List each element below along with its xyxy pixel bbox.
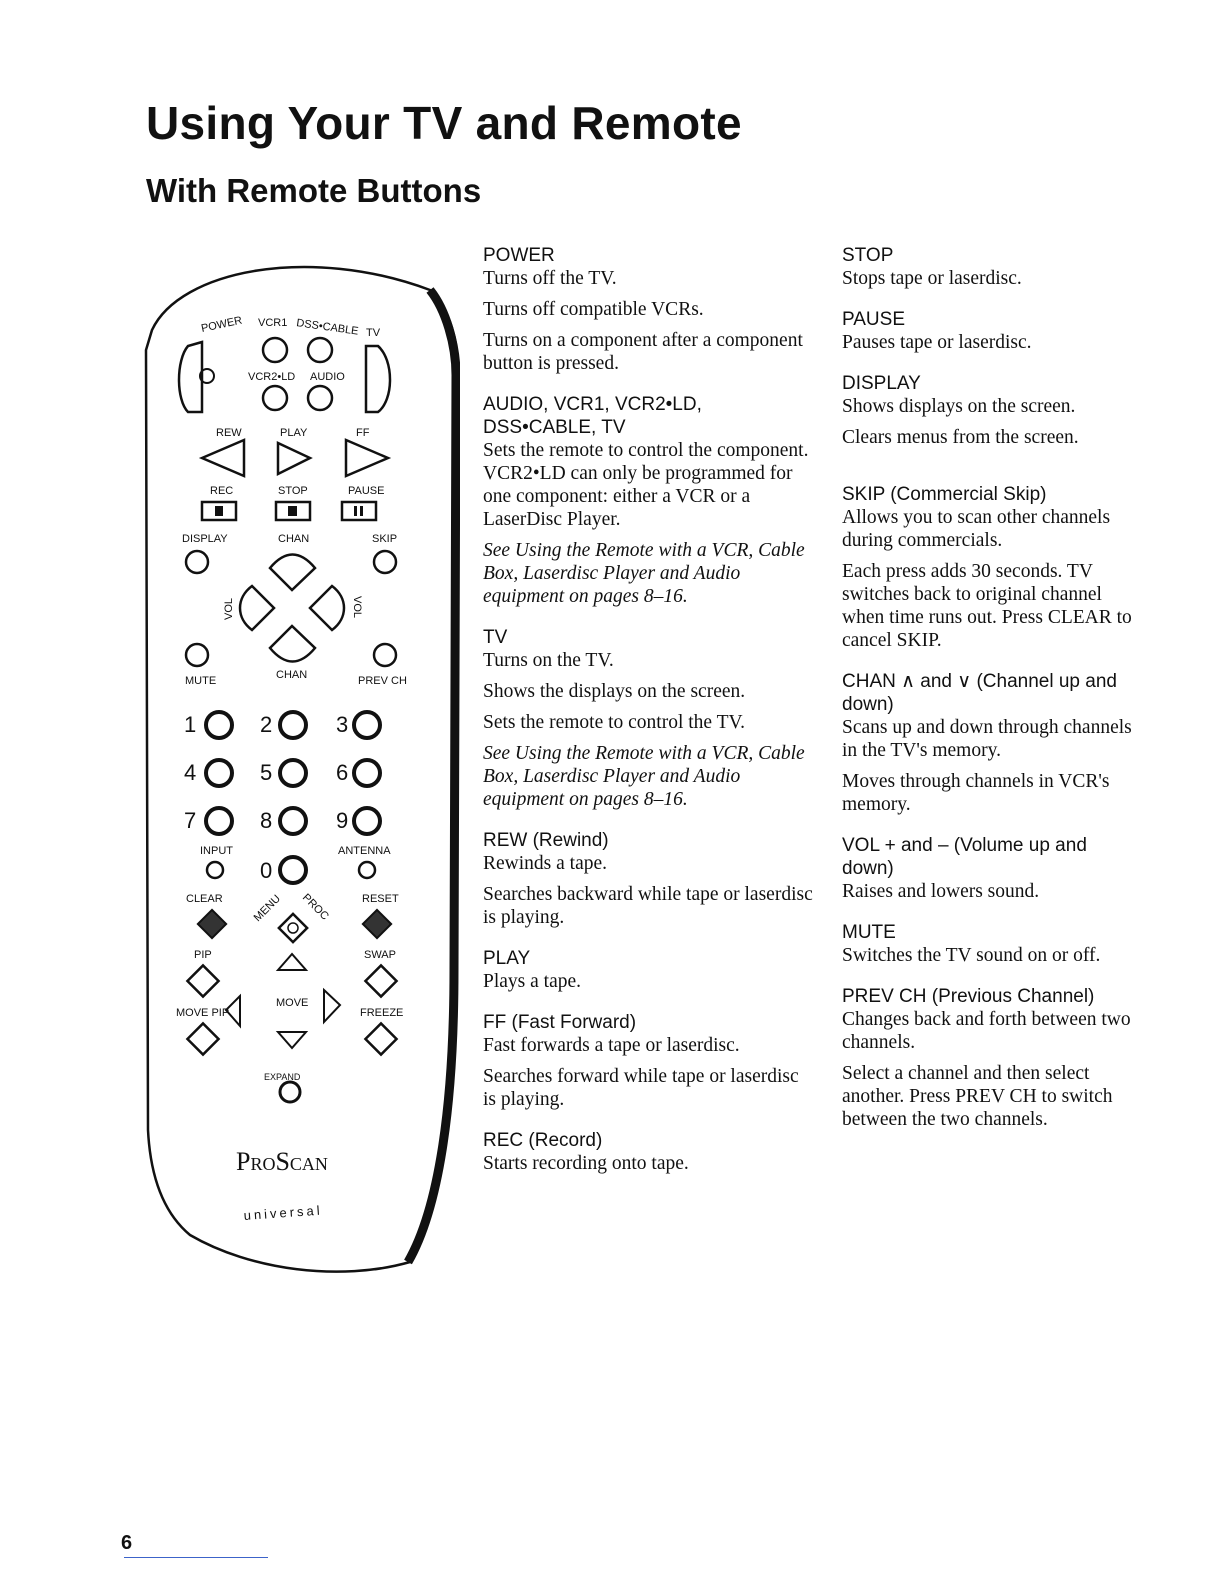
- reset-label: RESET: [362, 893, 399, 905]
- para: Turns off the TV.: [483, 268, 617, 289]
- heading-chan: CHAN ∧ and ∨ (Channel up and down): [842, 671, 1117, 715]
- heading-play: PLAY: [483, 948, 531, 969]
- digit-2-label: 2: [260, 712, 273, 737]
- entry-stop: [842, 244, 1142, 290]
- para-reference: See Using the Remote with a VCR, Cable Box, Laserdisc Player and Audio equipment on pages 8–16.: [483, 540, 805, 607]
- prev-ch-label: PREV CH: [358, 675, 407, 687]
- para: Sets the remote to control the component. VCR2•LD can only be programmed for one component: either a VCR or a LaserDisc Player.: [483, 440, 809, 530]
- digit-8-label: 8: [260, 808, 273, 833]
- chan-bottom-label: CHAN: [276, 669, 308, 681]
- entry-ff: [483, 1011, 813, 1111]
- descriptions-right-column: [842, 244, 1142, 1149]
- digit-7-label: 7: [184, 808, 197, 833]
- entry-prev-ch: [842, 985, 1142, 1131]
- para: Changes back and forth between two channels.: [842, 1009, 1131, 1053]
- entry-vol: [842, 834, 1142, 903]
- digit-5-label: 5: [260, 760, 273, 785]
- universal-logo: universal: [243, 1202, 324, 1223]
- move-label: MOVE: [276, 997, 309, 1009]
- entry-tv: [483, 626, 813, 811]
- page-title: Using Your TV and Remote: [146, 97, 742, 149]
- descriptions-left-column: [483, 244, 813, 1193]
- vcr2-ld-label: VCR2•LD: [248, 371, 296, 383]
- heading-components: AUDIO, VCR1, VCR2•LD, DSS•CABLE, TV: [483, 394, 702, 438]
- para: Plays a tape.: [483, 971, 582, 992]
- pause-label: PAUSE: [348, 485, 385, 497]
- heading-stop: STOP: [842, 245, 894, 266]
- entry-skip: [842, 483, 1142, 652]
- entry-play: [483, 947, 813, 993]
- skip-label: SKIP: [372, 533, 398, 545]
- entry-power: [483, 244, 813, 375]
- proc-label: PROC: [299, 891, 331, 923]
- heading-rew: REW (Rewind): [483, 830, 609, 851]
- vol-left-label: VOL: [223, 597, 235, 620]
- para: Rewinds a tape.: [483, 853, 608, 874]
- move-pip-label: MOVE PIP: [176, 1007, 230, 1019]
- para: Allows you to scan other channels during commercials.: [842, 507, 1111, 551]
- entry-rew: [483, 829, 813, 929]
- para: Searches forward while tape or laserdisc is playing.: [483, 1066, 799, 1110]
- para: Moves through channels in VCR's memory.: [842, 771, 1110, 815]
- para: Stops tape or laserdisc.: [842, 268, 1022, 289]
- para: Clears menus from the screen.: [842, 427, 1079, 448]
- chan-top-label: CHAN: [278, 533, 310, 545]
- para: Starts recording onto tape.: [483, 1153, 689, 1174]
- audio-label: AUDIO: [310, 371, 345, 383]
- para: Turns on a component after a component button is pressed.: [483, 330, 803, 374]
- rec-label: REC: [210, 485, 234, 497]
- para: Each press adds 30 seconds. TV switches back to original channel when time runs out. Press CLEAR to cancel SKIP.: [842, 561, 1132, 651]
- digit-0-label: 0: [260, 858, 273, 883]
- para: Switches the TV sound on or off.: [842, 945, 1101, 966]
- digit-9-label: 9: [336, 808, 349, 833]
- heading-ff: FF (Fast Forward): [483, 1012, 637, 1033]
- heading-skip: SKIP (Commercial Skip): [842, 484, 1047, 505]
- expand-label: EXPAND: [264, 1072, 301, 1082]
- heading-pause: PAUSE: [842, 309, 906, 330]
- pip-label: PIP: [194, 949, 212, 961]
- input-label: INPUT: [200, 845, 233, 857]
- heading-mute: MUTE: [842, 922, 896, 943]
- display-label: DISPLAY: [182, 533, 228, 545]
- entry-chan: [842, 670, 1142, 816]
- antenna-label: ANTENNA: [338, 845, 391, 857]
- entry-mute: [842, 921, 1142, 967]
- page-number: 6: [121, 1532, 133, 1554]
- stop-label: STOP: [278, 485, 308, 497]
- para: Select a channel and then select another. Press PREV CH to switch between the two channels.: [842, 1063, 1113, 1130]
- heading-vol: VOL + and – (Volume up and down): [842, 835, 1087, 879]
- remote-control-illustration: [140, 250, 460, 1280]
- para: Raises and lowers sound.: [842, 881, 1040, 902]
- ff-label: FF: [356, 427, 370, 439]
- para: Sets the remote to control the TV.: [483, 712, 745, 733]
- menu-label: MENU: [251, 892, 284, 925]
- para: Shows displays on the screen.: [842, 396, 1076, 417]
- para: Scans up and down through channels in the TV's memory.: [842, 717, 1132, 761]
- swap-label: SWAP: [364, 949, 396, 961]
- rew-label: REW: [216, 427, 242, 439]
- footer-rule: [124, 1557, 268, 1558]
- para: Pauses tape or laserdisc.: [842, 332, 1032, 353]
- vol-right-label: VOL: [351, 596, 363, 619]
- tv-label: TV: [366, 327, 381, 339]
- entry-components: [483, 393, 813, 608]
- dss-cable-label: DSS•CABLE: [295, 317, 360, 338]
- entry-pause: [842, 308, 1142, 354]
- page-subtitle: With Remote Buttons: [146, 172, 482, 209]
- heading-prev-ch: PREV CH (Previous Channel): [842, 986, 1095, 1007]
- para: Shows the displays on the screen.: [483, 681, 746, 702]
- para-reference: See Using the Remote with a VCR, Cable Box, Laserdisc Player and Audio equipment on pages 8–16.: [483, 743, 805, 810]
- para: Searches backward while tape or laserdisc is playing.: [483, 884, 813, 928]
- freeze-label: FREEZE: [360, 1007, 404, 1019]
- entry-rec: [483, 1129, 813, 1175]
- proscan-logo: ProScan: [236, 1147, 328, 1176]
- mute-label: MUTE: [185, 675, 217, 687]
- digit-1-label: 1: [184, 712, 197, 737]
- digit-6-label: 6: [336, 760, 349, 785]
- play-label: PLAY: [280, 427, 308, 439]
- para: Turns off compatible VCRs.: [483, 299, 704, 320]
- para: Fast forwards a tape or laserdisc.: [483, 1035, 740, 1056]
- entry-display: [842, 372, 1142, 449]
- para: Turns on the TV.: [483, 650, 614, 671]
- digit-3-label: 3: [336, 712, 349, 737]
- power-label: POWER: [200, 314, 244, 335]
- digit-4-label: 4: [184, 760, 197, 785]
- heading-rec: REC (Record): [483, 1130, 603, 1151]
- heading-tv: TV: [483, 627, 508, 648]
- vcr1-label: VCR1: [258, 317, 288, 329]
- clear-label: CLEAR: [186, 893, 223, 905]
- heading-power: POWER: [483, 245, 555, 266]
- heading-display: DISPLAY: [842, 373, 921, 394]
